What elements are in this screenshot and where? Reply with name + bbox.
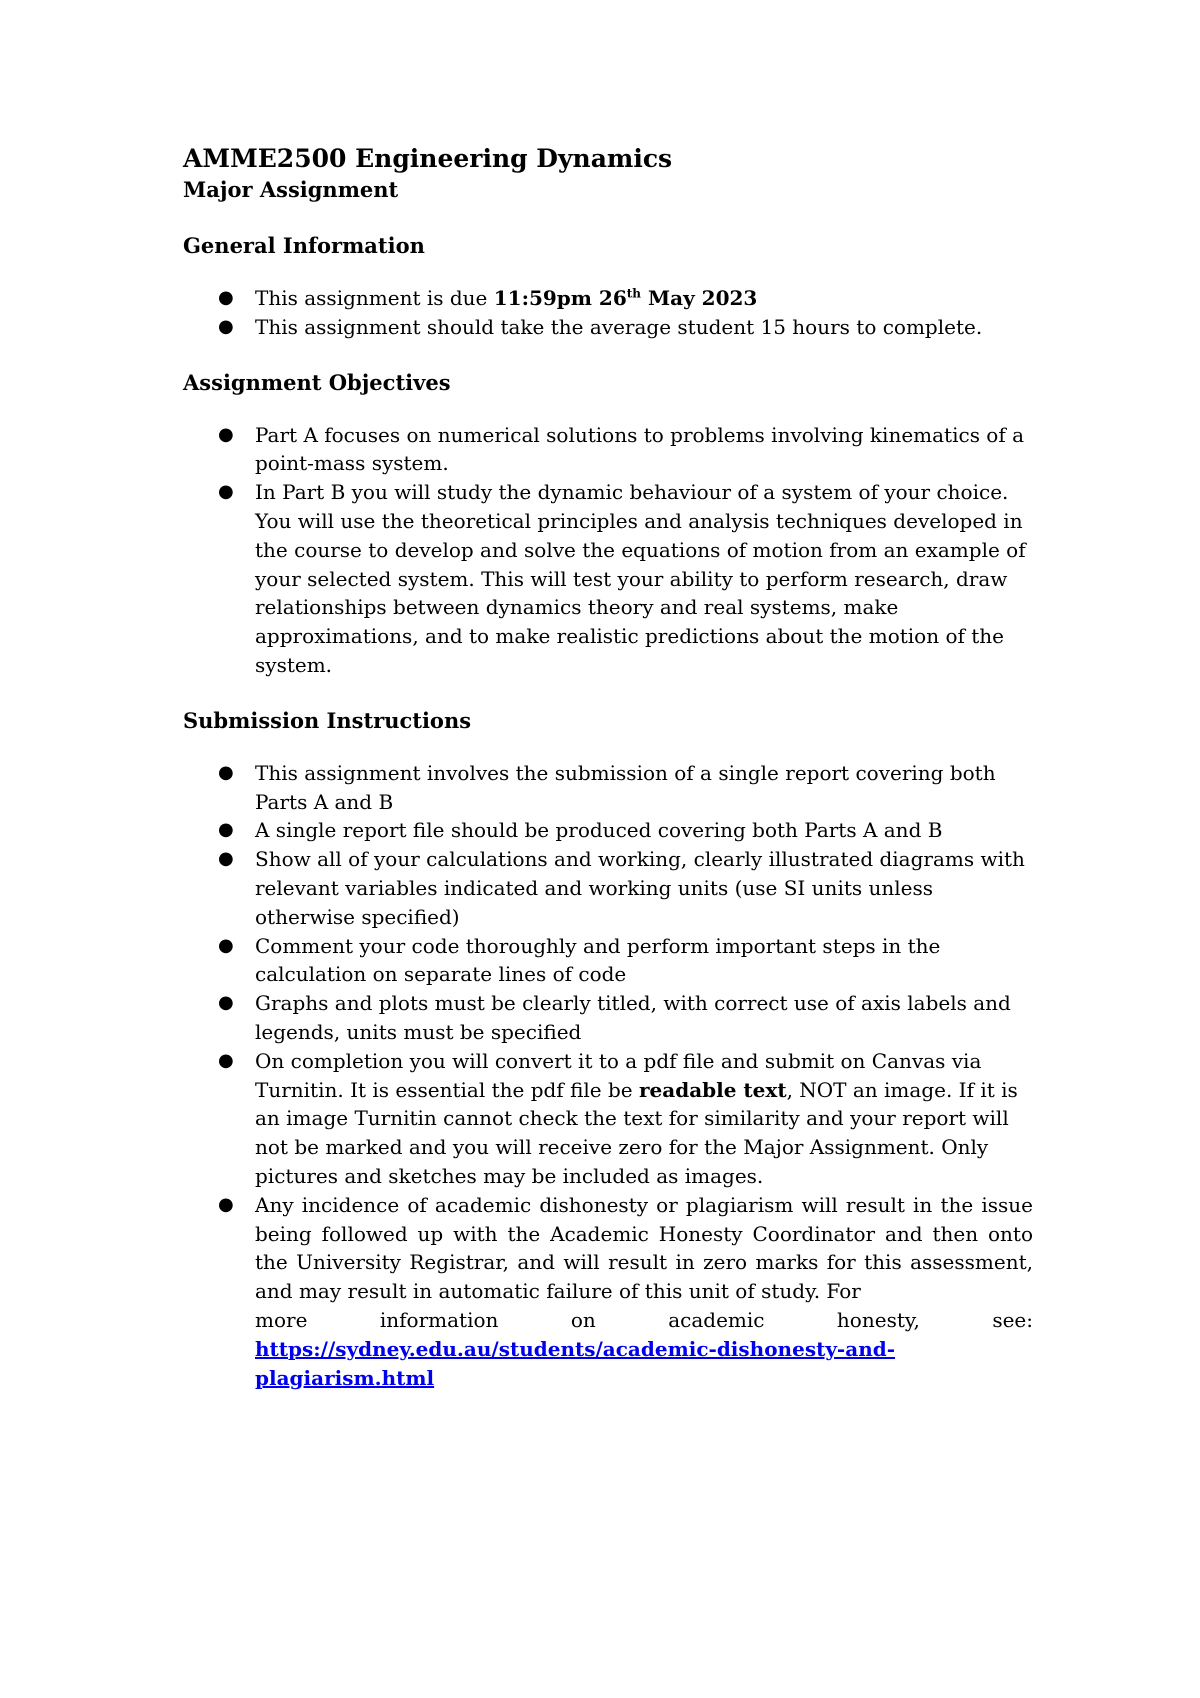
due-prefix: This assignment is due xyxy=(255,286,494,310)
bullet-dot-icon: ● xyxy=(218,423,234,445)
pdf-text-after: , NOT an image. If it is an image Turnitin cannot check the text for similarity and your report will not be marked and you will receive zero for the Major Assignment. Only pictures and sketches may be included as images. xyxy=(255,1077,1018,1188)
bullet-dot-icon: ● xyxy=(218,315,234,337)
list-item xyxy=(183,478,1033,680)
honesty-text: Any incidence of academic dishonesty or plagiarism will result in the issue being followed up with the Academic Honesty Coordinator and then onto the University Registrar, and will result in zero marks for this assessment, and may result in automatic failure of this unit of study. For xyxy=(255,1192,1033,1304)
pdf-text-before: On completion you will convert it to a pdf file and submit on Canvas via Turnitin. It is essential the pdf file be xyxy=(255,1048,982,1102)
list-item xyxy=(183,932,1033,990)
due-date: May 2023 xyxy=(641,286,758,310)
bullet-dot-icon: ● xyxy=(218,992,234,1014)
due-time: 11:59pm 26 xyxy=(493,286,627,310)
bullet-dot-icon: ● xyxy=(218,848,234,870)
general-information-list xyxy=(183,284,1033,342)
list-item xyxy=(183,284,1033,313)
submission-item-graphs: Graphs and plots must be clearly titled, with correct use of axis labels and legends, units must be specified xyxy=(255,991,1011,1044)
due-suffix: th xyxy=(626,286,642,301)
objective-part-a: Part A focuses on numerical solutions to problems involving kinematics of a point-mass system. xyxy=(255,422,1025,476)
list-item xyxy=(183,816,1033,845)
list-item xyxy=(183,759,1033,817)
bullet-dot-icon: ● xyxy=(218,819,234,841)
list-item xyxy=(183,313,1033,342)
honesty-more-line: more information on academic honesty, see: xyxy=(255,1307,1033,1332)
document-page xyxy=(183,142,1033,1392)
bullet-dot-icon: ● xyxy=(218,761,234,783)
pdf-text-bold: readable text xyxy=(639,1077,787,1102)
list-item xyxy=(183,989,1033,1047)
academic-honesty-link[interactable]: https://sydney.edu.au/students/academic-dishonesty-and-plagiarism.html xyxy=(255,1336,896,1390)
list-item xyxy=(183,1047,1033,1191)
objectives-heading: Assignment Objectives xyxy=(183,369,451,395)
document-title: AMME2500 Engineering Dynamics xyxy=(183,144,673,173)
bullet-dot-icon: ● xyxy=(218,481,234,503)
document-subtitle: Major Assignment xyxy=(183,177,399,202)
bullet-dot-icon: ● xyxy=(218,1193,234,1215)
submission-item-calculations: Show all of your calculations and working, clearly illustrated diagrams with relevant variables indicated and working units (use SI units unless otherwise specified) xyxy=(255,847,1025,929)
general-information-heading: General Information xyxy=(183,233,425,258)
submission-item-report-file: A single report file should be produced covering both Parts A and B xyxy=(255,818,943,843)
list-item xyxy=(183,1191,1033,1393)
objectives-list xyxy=(183,421,1033,680)
objective-part-b: In Part B you will study the dynamic behaviour of a system of your choice. You will use the theoretical principles and analysis techniques developed in the course to develop and solve the equations of motion from an example of your selected system. This will test your ability to perform research, draw relationships between dynamics theory and real systems, make approximations, and to make realistic predictions about the motion of the system. xyxy=(255,480,1026,677)
bullet-dot-icon: ● xyxy=(218,287,234,308)
submission-list xyxy=(183,759,1033,1393)
submission-item-comment-code: Comment your code thoroughly and perform important steps in the calculation on separate lines of code xyxy=(255,933,941,987)
submission-heading: Submission Instructions xyxy=(183,707,472,733)
bullet-dot-icon: ● xyxy=(218,1049,234,1071)
list-item xyxy=(183,845,1033,931)
list-item xyxy=(183,421,1033,479)
submission-item-single-report: This assignment involves the submission of a single report covering both Parts A and B xyxy=(255,760,996,814)
duration-text: This assignment should take the average student 15 hours to complete. xyxy=(255,314,983,339)
bullet-dot-icon: ● xyxy=(218,934,234,956)
